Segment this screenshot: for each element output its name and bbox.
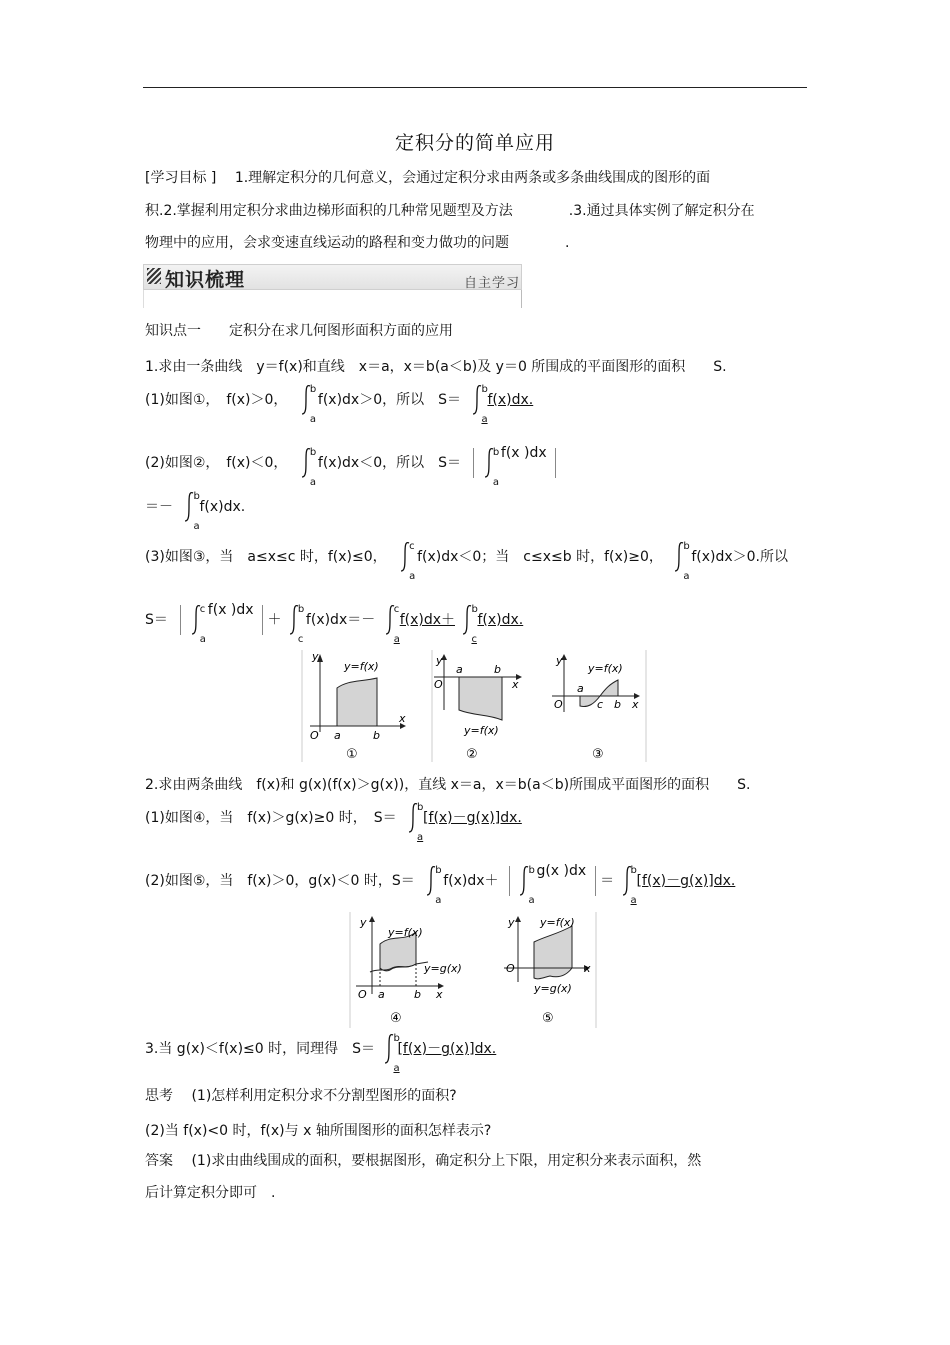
upper-limit: b xyxy=(630,865,637,876)
item-1-text: 1.求由一条曲线 y＝f(x)和直线 x＝a，x＝b(a＜b)及 y＝0 所围成的平面图形的面积 S. xyxy=(145,359,727,375)
integral-sign xyxy=(300,447,317,488)
lower-limit: c xyxy=(297,634,304,645)
curve-g-label: y=g(x) xyxy=(534,982,572,995)
curve-g-label: y=g(x) xyxy=(424,962,462,975)
abs-bar-right xyxy=(555,448,556,478)
upper-limit: c xyxy=(393,604,400,615)
axis-y-label: y xyxy=(436,654,443,667)
curve-label: y=f(x) xyxy=(464,724,499,737)
upper-limit: c xyxy=(409,541,415,552)
case-5-end: [f(x)－g(x)]dx. xyxy=(636,873,736,889)
case-2-pre: (2)如图②， f(x)＜0， xyxy=(145,455,288,471)
figure-5 xyxy=(500,912,600,1028)
a-label: a xyxy=(456,663,463,676)
c-label: c xyxy=(597,698,604,711)
lower-limit: a xyxy=(193,521,200,532)
case-3b-pre: S＝ xyxy=(145,612,168,628)
banner-title: 知识梳理 xyxy=(165,269,246,291)
lower-limit: a xyxy=(199,634,206,645)
integral-sign xyxy=(399,541,416,582)
case-5-abs: g(x )dx xyxy=(536,863,587,879)
integral-sign xyxy=(190,604,206,645)
upper-limit: b xyxy=(393,1033,400,1044)
case-4-line xyxy=(145,802,522,843)
case-3-end: f(x)dx＞0.所以 xyxy=(691,549,788,565)
knowledge-point-heading: 知识点一 定积分在求几何图形面积方面的应用 xyxy=(145,323,453,339)
objectives-line-3: 物理中的应用，会求变速直线运动的路程和变力做功的问题 . xyxy=(145,235,570,251)
figure-number: ② xyxy=(466,747,478,762)
header-rule xyxy=(143,87,807,88)
case-3b-mid: f(x)dx＝－ xyxy=(305,612,376,628)
lower-limit: a xyxy=(435,895,442,906)
curve-label: y=f(x) xyxy=(588,662,623,675)
lower-limit: a xyxy=(393,1063,400,1074)
page-title: 定积分的简单应用 xyxy=(394,132,555,154)
case-1-line xyxy=(145,384,534,425)
case-1-mid: f(x)dx＞0，所以 S＝ xyxy=(317,392,461,408)
curve-label: y=f(x) xyxy=(344,660,379,673)
think-question-1: 思考 (1)怎样利用定积分求不分割型图形的面积? xyxy=(145,1088,457,1104)
case-5-mid: f(x)dx＋ xyxy=(443,873,499,889)
case-3b-mid2: f(x)dx＋ xyxy=(399,612,455,628)
b-label: b xyxy=(414,988,421,1001)
axis-x-label: x xyxy=(632,698,639,711)
case-2b-line xyxy=(145,491,246,532)
integral-sign xyxy=(425,865,442,906)
lower-limit: a xyxy=(409,571,416,582)
a-label: a xyxy=(378,988,385,1001)
upper-limit: b xyxy=(297,604,305,615)
case-2-line xyxy=(145,445,556,488)
figure-3 xyxy=(548,650,648,762)
item-3-line xyxy=(145,1033,497,1074)
upper-limit: b xyxy=(481,384,488,395)
upper-limit: b xyxy=(193,491,200,502)
lower-limit: a xyxy=(309,477,317,488)
item-3-end: [f(x)－g(x)]dx. xyxy=(397,1041,497,1057)
integral-sign xyxy=(183,491,200,532)
objectives-line-2: 积.2.掌握利用定积分求曲边梯形面积的几种常见题型及方法 .3.通过具体实例了解定积分在 xyxy=(145,203,755,219)
axis-x-label: x xyxy=(399,712,406,725)
integral-sign xyxy=(407,802,424,843)
case-5-line xyxy=(145,863,736,906)
figure-2 xyxy=(430,650,530,762)
origin-label: O xyxy=(358,988,367,1001)
figure-5-graph xyxy=(500,912,600,1028)
a-label: a xyxy=(334,729,341,742)
lower-limit: a xyxy=(492,477,500,488)
upper-limit: b xyxy=(528,865,535,876)
figure-1-graph xyxy=(300,650,410,762)
integral-sign xyxy=(518,865,535,906)
figure-number: ⑤ xyxy=(542,1011,554,1026)
origin-label: O xyxy=(506,962,515,975)
case-1-end: f(x)dx. xyxy=(487,392,534,408)
integral-sign xyxy=(383,1033,400,1074)
upper-limit: b xyxy=(492,447,500,458)
item-2-text: 2.求由两条曲线 f(x)和 g(x)(f(x)＞g(x))，直线 x＝a，x＝b(a＜b)所围成平面图形的面积 S. xyxy=(145,777,751,793)
case-2-abs: f(x )dx xyxy=(500,445,547,461)
case-2-mid: f(x)dx＜0，所以 S＝ xyxy=(317,455,461,471)
case-4-end: [f(x)－g(x)]dx. xyxy=(423,810,522,826)
objectives-line-1: [学习目标 ] 1.理解定积分的几何意义，会通过定积分求由两条或多条曲线围成的图形的面 xyxy=(145,170,711,186)
b-label: b xyxy=(373,729,380,742)
figure-4 xyxy=(348,912,462,1028)
banner-underline xyxy=(143,290,522,308)
figure-number: ③ xyxy=(592,747,604,762)
integral-sign xyxy=(673,541,690,582)
integral-sign xyxy=(483,447,500,488)
answer-line-2: 后计算定积分即可 . xyxy=(145,1185,276,1201)
integral-sign xyxy=(384,604,400,645)
lower-limit: a xyxy=(630,895,637,906)
upper-limit: b xyxy=(417,802,424,813)
case-5-pre: (2)如图⑤，当 f(x)＞0，g(x)＜0 时，S＝ xyxy=(145,873,415,889)
abs-bar-right xyxy=(595,866,596,896)
case-3-line xyxy=(145,541,788,582)
integral-sign xyxy=(471,384,488,425)
lower-limit: a xyxy=(417,832,424,843)
lower-limit: a xyxy=(309,414,317,425)
axis-y-label: y xyxy=(508,916,515,929)
origin-label: O xyxy=(434,678,443,691)
section-banner xyxy=(143,264,522,308)
b-label: b xyxy=(494,663,501,676)
a-label: a xyxy=(577,682,584,695)
case-3-pre: (3)如图③，当 a≤x≤c 时，f(x)≤0， xyxy=(145,549,387,565)
lower-limit: c xyxy=(471,634,477,645)
upper-limit: b xyxy=(683,541,690,552)
abs-bar-left xyxy=(509,866,510,896)
upper-limit: c xyxy=(199,604,206,615)
case-1-pre: (1)如图①， f(x)＞0， xyxy=(145,392,288,408)
upper-limit: b xyxy=(471,604,478,615)
case-2b-end: f(x)dx. xyxy=(199,499,246,515)
figure-1 xyxy=(300,650,410,762)
lower-limit: a xyxy=(528,895,535,906)
curve-f-label: y=f(x) xyxy=(540,916,575,929)
axis-x-label: x xyxy=(584,962,591,975)
integral-sign xyxy=(621,865,637,906)
lower-limit: a xyxy=(481,414,488,425)
case-2b-pre: ＝－ xyxy=(145,499,173,515)
case-4-pre: (1)如图④，当 f(x)＞g(x)≥0 时， S＝ xyxy=(145,810,397,826)
axis-x-label: x xyxy=(512,678,519,691)
abs-bar-right xyxy=(262,605,263,635)
integral-sign xyxy=(300,384,317,425)
figure-4-graph xyxy=(348,912,462,1028)
abs-bar-left xyxy=(473,448,474,478)
answer-line-1: 答案 (1)求由曲线围成的面积，要根据图形，确定积分上下限，用定积分来表示面积，然 xyxy=(145,1153,702,1169)
banner-subtitle: 自主学习 xyxy=(463,276,520,291)
figure-number: ① xyxy=(346,747,358,762)
case-5-eq: ＝ xyxy=(600,873,615,889)
case-3b-line xyxy=(145,602,524,645)
abs-bar-left xyxy=(180,605,181,635)
item-3-pre: 3.当 g(x)＜f(x)≤0 时，同理得 S＝ xyxy=(145,1041,376,1057)
case-3b-end: f(x)dx. xyxy=(477,612,524,628)
curve-f-label: y=f(x) xyxy=(388,926,423,939)
axis-y-label: y xyxy=(556,654,563,667)
stripe-icon xyxy=(147,268,161,284)
case-3-mid: f(x)dx＜0；当 c≤x≤b 时，f(x)≥0， xyxy=(417,549,663,565)
lower-limit: a xyxy=(683,571,690,582)
figure-3-graph xyxy=(548,650,648,762)
axis-y-label: y xyxy=(360,916,367,929)
figure-number: ④ xyxy=(390,1011,402,1026)
origin-label: O xyxy=(310,729,319,742)
axis-y-label: y xyxy=(312,650,319,663)
case-3b-plus: ＋ xyxy=(267,612,282,628)
lower-limit: a xyxy=(393,634,400,645)
think-question-2: (2)当 f(x)<0 时，f(x)与 x 轴所围图形的面积怎样表示? xyxy=(145,1123,492,1139)
figure-2-graph xyxy=(430,650,530,762)
case-3b-abs: f(x )dx xyxy=(207,602,254,618)
upper-limit: b xyxy=(435,865,442,876)
upper-limit: b xyxy=(309,447,317,458)
axis-x-label: x xyxy=(436,988,443,1001)
upper-limit: b xyxy=(309,384,317,395)
integral-sign xyxy=(461,604,478,645)
integral-sign xyxy=(288,604,305,645)
origin-label: O xyxy=(554,698,563,711)
b-label: b xyxy=(614,698,621,711)
